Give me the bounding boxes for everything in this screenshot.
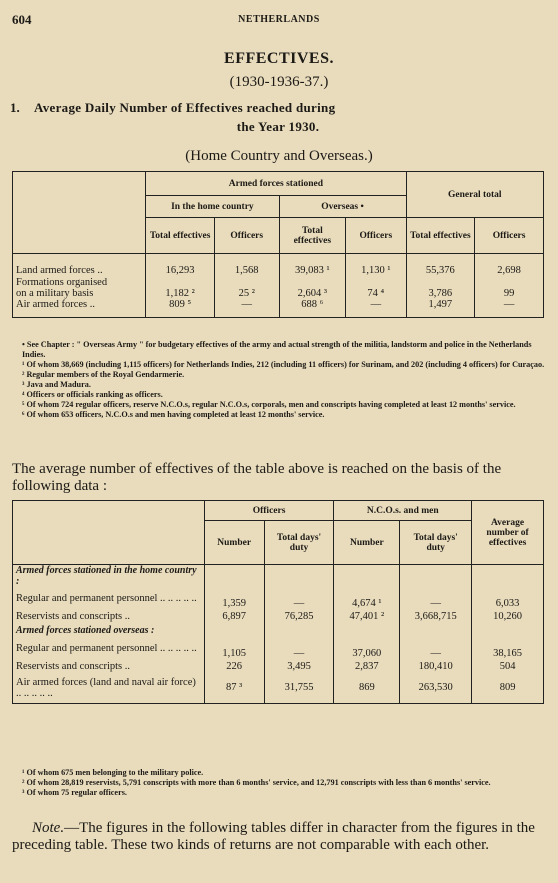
footnote: ² Regular members of the Royal Gendarmerie. [22,370,185,379]
row-label: Formations organised [13,277,146,288]
table-cell: 55,376 [406,264,475,277]
row-label: Reservists and conscripts .. [13,609,205,623]
table-cell: 99 [475,288,544,299]
table-cell: 31,755 [264,673,334,703]
row-label: on a military basis [13,288,146,299]
table-cell: 869 [334,673,400,703]
col-total: Total effectives [146,218,215,254]
col-days: Total days' duty [264,521,334,565]
col-total: Total effectives [406,218,475,254]
table-cell: 1,359 [204,587,264,609]
table-cell: 809 [472,673,544,703]
table-row [13,288,544,299]
table-row [13,264,544,277]
table-cell: 10,260 [472,609,544,623]
table-row [13,659,544,673]
row-label: Reservists and conscripts .. [13,659,205,673]
table-cell: — [264,637,334,659]
section-title-line1: Average Daily Number of Effectives reached during [34,100,336,115]
table-cell: 2,837 [334,659,400,673]
table-cell: 25 ² [214,288,279,299]
footnotes [12,768,546,798]
col-number: Number [334,521,400,565]
table-cell: 74 ⁴ [346,288,406,299]
table-row [13,673,544,703]
table-cell: 47,401 ² [334,609,400,623]
col-officers: Officers [346,218,406,254]
section-number: 1. [10,100,20,115]
table-cell: 3,495 [264,659,334,673]
note-label: Note. [32,820,65,836]
table-cell: 1,497 [406,299,475,311]
data-table [12,500,544,704]
table-cell: 3,668,715 [400,609,472,623]
table-cell: 6,897 [204,609,264,623]
table-cell: — [400,587,472,609]
table-cell: — [400,637,472,659]
page-number: 604 [12,12,32,27]
subtitle: (Home Country and Overseas.) [185,148,373,164]
table-cell: 1,130 ¹ [346,264,406,277]
table-cell: — [264,587,334,609]
table-cell: — [475,299,544,311]
table-row [13,277,544,288]
section-title-line2: the Year 1930. [236,119,320,134]
row-label: Land armed forces .. [13,264,146,277]
table-cell: 180,410 [400,659,472,673]
page-title: EFFECTIVES. [224,50,334,67]
col-days: Total days' duty [400,521,472,565]
row-label: Air armed forces (land and naval air force) .. .. .. .. .. [13,673,205,703]
col-number: Number [204,521,264,565]
table-cell: 688 ⁶ [279,299,346,311]
page-header [12,12,546,28]
overseas-header: Overseas • [279,196,406,218]
table-cell: 87 ³ [204,673,264,703]
row-label: Air armed forces .. [13,299,146,311]
table-row [13,299,544,311]
footnote: ⁶ Of whom 653 officers, N.C.O.s and men having completed at least 12 months' service. [22,410,325,419]
nco-header: N.C.O.s. and men [334,501,472,521]
footnote: ⁴ Officers or officials ranking as officers. [22,390,163,399]
table-cell: 263,530 [400,673,472,703]
table-cell: 16,293 [146,264,215,277]
table-cell: 38,165 [472,637,544,659]
footnote: • See Chapter : " Overseas Army " for budgetary effectives of the army and actual strength of the militia, landstorm and police in the Netherlands Indies. [22,340,532,359]
table-cell: 504 [472,659,544,673]
label-header [13,172,146,254]
running-head: NETHERLANDS [238,14,320,25]
footnote: ² Of whom 28,819 reservists, 5,791 conscripts with more than 6 months' service, and 12,791 conscripts with less than 6 months' service. [22,778,491,787]
table-cell: 3,786 [406,288,475,299]
table-cell: 2,698 [475,264,544,277]
armed-forces-header: Armed forces stationed [146,172,406,196]
footnote: ³ Of whom 75 regular officers. [22,788,127,797]
table-cell: 1,568 [214,264,279,277]
table-cell: 39,083 ¹ [279,264,346,277]
years: (1930-1936-37.) [229,74,329,90]
general-total-header: General total [406,172,543,218]
row-label: Regular and permanent personnel .. .. .. .. .. [13,637,205,659]
table-cell: 1,182 ² [146,288,215,299]
officers-header: Officers [204,501,334,521]
table-cell: 6,033 [472,587,544,609]
footnote: ¹ Of whom 38,669 (including 1,115 officers) for Netherlands Indies, 212 (including 11 officers) for Surinam, and 202 (including 4 officers) for Curaçao. [22,360,545,369]
home-country-header: In the home country [146,196,279,218]
row-label: Regular and permanent personnel .. .. .. .. .. [13,587,205,609]
footnote: ¹ Of whom 675 men belonging to the military police. [22,768,204,777]
col-total: Total effectives [279,218,346,254]
table-cell: — [346,299,406,311]
table-cell: 4,674 ¹ [334,587,400,609]
footnote: ³ Java and Madura. [22,380,91,389]
table-row [13,587,544,609]
intro-paragraph: The average number of effectives of the table above is reached on the basis of the following data : [12,461,502,494]
col-officers: Officers [475,218,544,254]
col-officers: Officers [214,218,279,254]
table-row [13,609,544,623]
footnotes [12,340,546,420]
label-header [13,501,205,565]
group-label: Armed forces stationed in the home country : [13,565,205,588]
table-row [13,637,544,659]
note-text: —The figures in the following tables differ in character from the figures in the preceding table. These two kinds of returns are not comparable with each other. [12,820,535,853]
table-cell: 809 ⁵ [146,299,215,311]
group-label: Armed forces stationed overseas : [13,623,205,637]
average-header: Average number of effectives [472,501,544,565]
table-cell: 37,060 [334,637,400,659]
table-cell: — [214,299,279,311]
footnote: ⁵ Of whom 724 regular officers, reserve N.C.O.s, regular N.C.O.s, corporals, men and conscripts having completed at least 12 months' service. [22,400,516,409]
table-cell: 1,105 [204,637,264,659]
section-heading [10,98,546,136]
effectives-table [12,171,544,318]
table-cell: 2,604 ³ [279,288,346,299]
table-cell: 76,285 [264,609,334,623]
table-cell: 226 [204,659,264,673]
note-paragraph [12,820,546,854]
